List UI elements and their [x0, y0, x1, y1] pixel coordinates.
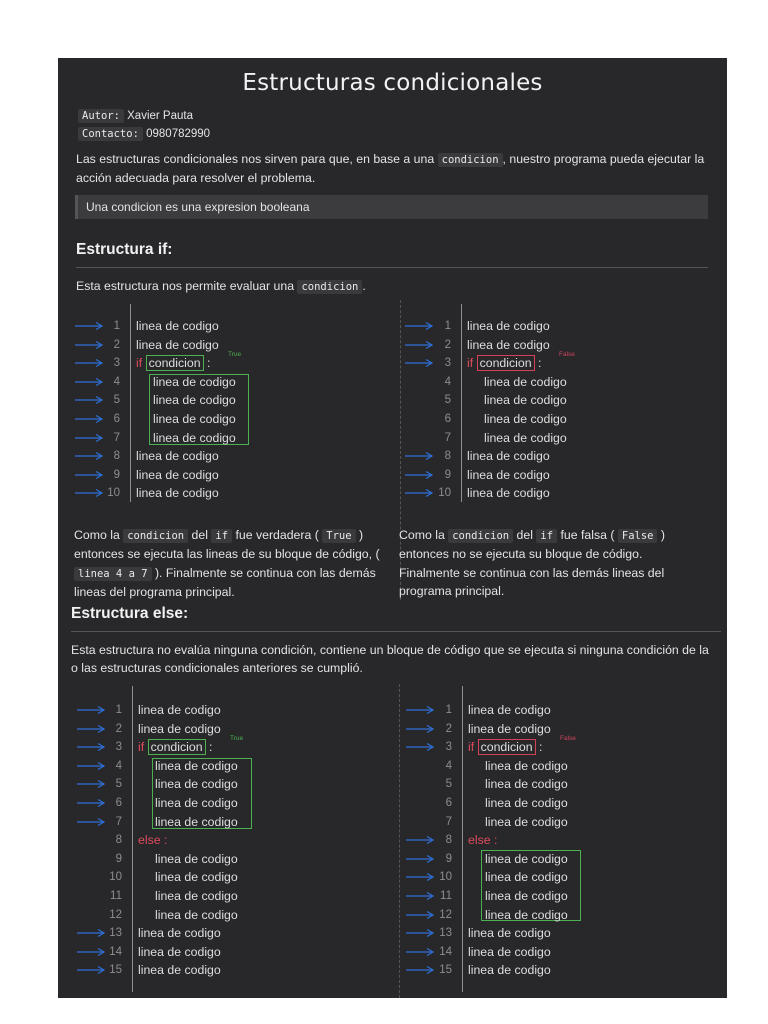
- code-text: linea de codigo: [138, 944, 221, 959]
- code-line-4: [58, 757, 727, 775]
- code-text: linea de codigo: [153, 374, 236, 389]
- arrow-right-icon: [404, 336, 434, 354]
- intro-text: Las estructuras condicionales nos sirven para que, en base a una: [76, 152, 438, 166]
- line-number: 13: [439, 927, 452, 940]
- code-line-5: [58, 775, 727, 793]
- code-text: linea de codigo: [485, 907, 568, 922]
- code-line-9: [58, 850, 727, 868]
- if-false-explanation: [399, 526, 705, 601]
- line-number: 10: [107, 487, 120, 500]
- code-text: linea de codigo: [138, 721, 221, 736]
- line-number: 10: [109, 871, 122, 884]
- line-number: 3: [115, 741, 122, 754]
- page-title: Estructuras condicionales: [242, 70, 543, 96]
- code-line-9: [58, 466, 727, 484]
- line-number: 10: [438, 487, 451, 500]
- arrow-right-icon: [405, 720, 435, 738]
- contact-label: Contacto:: [78, 127, 143, 141]
- code: condicion: [448, 529, 513, 543]
- code: condicion: [123, 529, 188, 543]
- code-text: linea de codigo: [138, 703, 221, 717]
- intro-code: condicion: [438, 153, 503, 167]
- code: True: [322, 529, 355, 543]
- line-number: 7: [113, 431, 120, 444]
- author-line: [78, 110, 193, 122]
- line-number: 4: [445, 759, 452, 772]
- arrow-right-icon: [405, 831, 435, 849]
- code: if: [536, 529, 557, 543]
- line-number: 7: [445, 815, 452, 828]
- line-number: 6: [445, 797, 452, 809]
- line-number: 5: [445, 778, 452, 791]
- code-line-3: [58, 735, 727, 756]
- code-line-7: [58, 429, 727, 447]
- if-desc-code: condicion: [297, 280, 362, 294]
- line-number: 14: [109, 945, 122, 958]
- line-number: 9: [445, 852, 452, 865]
- line-number: 1: [445, 704, 452, 716]
- code-line-5: [58, 391, 727, 409]
- code-text: linea de codigo: [468, 944, 551, 959]
- arrow-right-icon: [404, 466, 434, 484]
- code: if: [211, 529, 232, 543]
- code-text: if condicion :: [467, 356, 542, 371]
- line-number: 15: [109, 964, 122, 977]
- arrow-right-icon: [405, 906, 435, 924]
- code-text: linea de codigo: [468, 703, 551, 717]
- else-heading-rule: [71, 631, 721, 632]
- code-line-2: [58, 336, 727, 354]
- code-text: if condicion :: [136, 356, 211, 371]
- false-tag: False: [559, 351, 575, 359]
- arrow-right-icon: [405, 943, 435, 961]
- code-text: linea de codigo: [155, 814, 238, 829]
- line-number: 1: [444, 320, 451, 332]
- line-number: 12: [439, 908, 452, 921]
- line-number: 8: [115, 834, 122, 847]
- if-heading-rule: [76, 267, 708, 268]
- line-number: 6: [113, 413, 120, 425]
- line-number: 11: [110, 890, 122, 902]
- line-number: 4: [115, 759, 122, 772]
- document-page: [58, 58, 727, 998]
- intro-paragraph: [76, 150, 706, 188]
- code-line-10: [58, 868, 727, 886]
- code-text: linea de codigo: [484, 412, 567, 426]
- code-text: linea de codigo: [467, 319, 550, 333]
- line-number: 9: [444, 468, 451, 481]
- text: Como la: [74, 528, 124, 542]
- else-heading: Estructura else:: [71, 605, 189, 622]
- blockquote: Una condicion es una expresion booleana: [75, 195, 708, 219]
- arrow-right-icon: [405, 961, 435, 979]
- line-number: 9: [115, 852, 122, 865]
- code-text: linea de codigo: [484, 374, 567, 389]
- if-description: [76, 277, 366, 296]
- line-number: 8: [445, 834, 452, 847]
- contact-line: [78, 128, 210, 140]
- author-label: Autor:: [78, 109, 124, 123]
- code-text: linea de codigo: [485, 758, 568, 773]
- code-line-1: [58, 701, 727, 719]
- true-tag: True: [230, 735, 244, 743]
- arrow-right-icon: [405, 868, 435, 886]
- line-number: 11: [440, 890, 452, 902]
- code: False: [618, 529, 658, 543]
- code-line-14: [58, 943, 727, 961]
- arrow-right-icon: [405, 850, 435, 868]
- line-number: 14: [439, 945, 452, 958]
- line-number: 3: [113, 357, 120, 370]
- text: ) entonces se ejecuta las lineas de su bloque de código, (: [74, 528, 380, 562]
- code-text: linea de codigo: [467, 449, 550, 464]
- code-text: linea de codigo: [485, 851, 568, 866]
- code-text: linea de codigo: [484, 393, 567, 408]
- arrow-right-icon: [404, 354, 434, 372]
- else-description: Esta estructura no evalúa ninguna condición, contiene un bloque de código que se ejecuta si ninguna condición de la o las estructuras condicionales anteriores se cumplió.: [71, 643, 709, 676]
- line-number: 4: [113, 375, 120, 388]
- code-text: linea de codigo: [153, 412, 236, 426]
- code-line-6: [58, 410, 727, 428]
- text: ) entonces no se ejecuta su bloque de código. Finalmente se continua con las demás lineas del programa principal.: [399, 528, 665, 599]
- code-line-2: [58, 720, 727, 738]
- line-number: 3: [445, 741, 452, 754]
- code-text: else :: [468, 833, 498, 848]
- line-number: 6: [444, 413, 451, 425]
- line-number: 3: [444, 357, 451, 370]
- code-text: linea de codigo: [467, 467, 550, 482]
- code-text: linea de codigo: [138, 963, 221, 978]
- code-line-3: [58, 351, 727, 372]
- code-line-8: [58, 447, 727, 465]
- if-desc-text: Esta estructura nos permite evaluar una: [76, 279, 298, 293]
- line-number: 2: [445, 722, 452, 735]
- line-number: 4: [444, 375, 451, 388]
- code-text: linea de codigo: [155, 758, 238, 773]
- code-text: linea de codigo: [468, 721, 551, 736]
- if-true-explanation: [74, 526, 392, 602]
- line-number: 5: [115, 778, 122, 791]
- code-text: linea de codigo: [155, 889, 238, 903]
- line-number: 12: [109, 908, 122, 921]
- line-number: 9: [113, 468, 120, 481]
- line-number: 10: [439, 871, 452, 884]
- code-text: linea de codigo: [136, 449, 219, 464]
- code-text: linea de codigo: [153, 393, 236, 408]
- code-text: linea de codigo: [485, 889, 568, 903]
- code-text: linea de codigo: [468, 963, 551, 978]
- code-text: if condicion :: [468, 740, 543, 755]
- line-number: 7: [444, 431, 451, 444]
- code-line-13: [58, 924, 727, 942]
- line-number: 2: [115, 722, 122, 735]
- code-line-4: [58, 373, 727, 391]
- contact-value: 0980782990: [146, 128, 211, 140]
- text: del: [188, 528, 212, 542]
- line-number: 1: [115, 704, 122, 716]
- code-text: linea de codigo: [485, 870, 568, 885]
- code-text: linea de codigo: [136, 486, 219, 501]
- line-number: 5: [113, 394, 120, 407]
- code-line-11: [58, 887, 727, 905]
- code-text: linea de codigo: [485, 777, 568, 792]
- arrow-right-icon: [405, 701, 435, 719]
- code-line-8: [58, 831, 727, 849]
- code-line-15: [58, 961, 727, 979]
- arrow-right-icon: [405, 887, 435, 905]
- arrow-right-icon: [404, 317, 434, 335]
- line-number: 8: [113, 450, 120, 463]
- line-number: 15: [439, 964, 452, 977]
- code-text: linea de codigo: [484, 430, 567, 445]
- code-text: linea de codigo: [136, 319, 219, 333]
- text: fue falsa (: [557, 528, 618, 542]
- code-text: linea de codigo: [138, 926, 221, 941]
- text: ). Finalmente se continua con las demás lineas del programa principal.: [74, 565, 376, 600]
- line-number: 6: [115, 797, 122, 809]
- line-number: 13: [109, 927, 122, 940]
- line-number: 7: [115, 815, 122, 828]
- code-text: linea de codigo: [155, 907, 238, 922]
- code-text: linea de codigo: [136, 337, 219, 352]
- line-number: 2: [444, 338, 451, 351]
- false-tag: False: [560, 735, 576, 743]
- author-name: Xavier Pauta: [127, 110, 193, 122]
- code-line-1: [58, 317, 727, 335]
- arrow-right-icon: [405, 738, 435, 756]
- true-tag: True: [228, 351, 242, 359]
- code: linea 4 a 7: [74, 567, 152, 581]
- if-desc-end: .: [362, 279, 366, 293]
- line-number: 8: [444, 450, 451, 463]
- line-number: 5: [444, 394, 451, 407]
- line-number: 1: [113, 320, 120, 332]
- code-line-6: [58, 794, 727, 812]
- code-text: linea de codigo: [155, 870, 238, 885]
- code-text: linea de codigo: [155, 796, 238, 810]
- line-number: 2: [113, 338, 120, 351]
- code-text: if condicion :: [138, 740, 213, 755]
- if-heading: Estructura if:: [76, 241, 173, 258]
- code-text: linea de codigo: [467, 486, 550, 501]
- arrow-right-icon: [405, 924, 435, 942]
- code-text: linea de codigo: [485, 814, 568, 829]
- arrow-right-icon: [404, 447, 434, 465]
- text: del: [513, 528, 537, 542]
- code-text: linea de codigo: [155, 851, 238, 866]
- text: fue verdadera (: [232, 528, 323, 542]
- code-text: else :: [138, 833, 168, 848]
- code-line-7: [58, 813, 727, 831]
- code-text: linea de codigo: [155, 777, 238, 792]
- arrow-right-icon: [404, 484, 434, 502]
- code-line-10: [58, 484, 727, 502]
- code-text: linea de codigo: [136, 467, 219, 482]
- code-text: linea de codigo: [468, 926, 551, 941]
- intro-text-end: , nuestro programa pueda ejecutar la acción adecuada para resolver el problema.: [76, 152, 705, 186]
- code-line-12: [58, 906, 727, 924]
- text: Como la: [399, 528, 449, 542]
- code-text: linea de codigo: [467, 337, 550, 352]
- code-text: linea de codigo: [153, 430, 236, 445]
- code-text: linea de codigo: [485, 796, 568, 810]
